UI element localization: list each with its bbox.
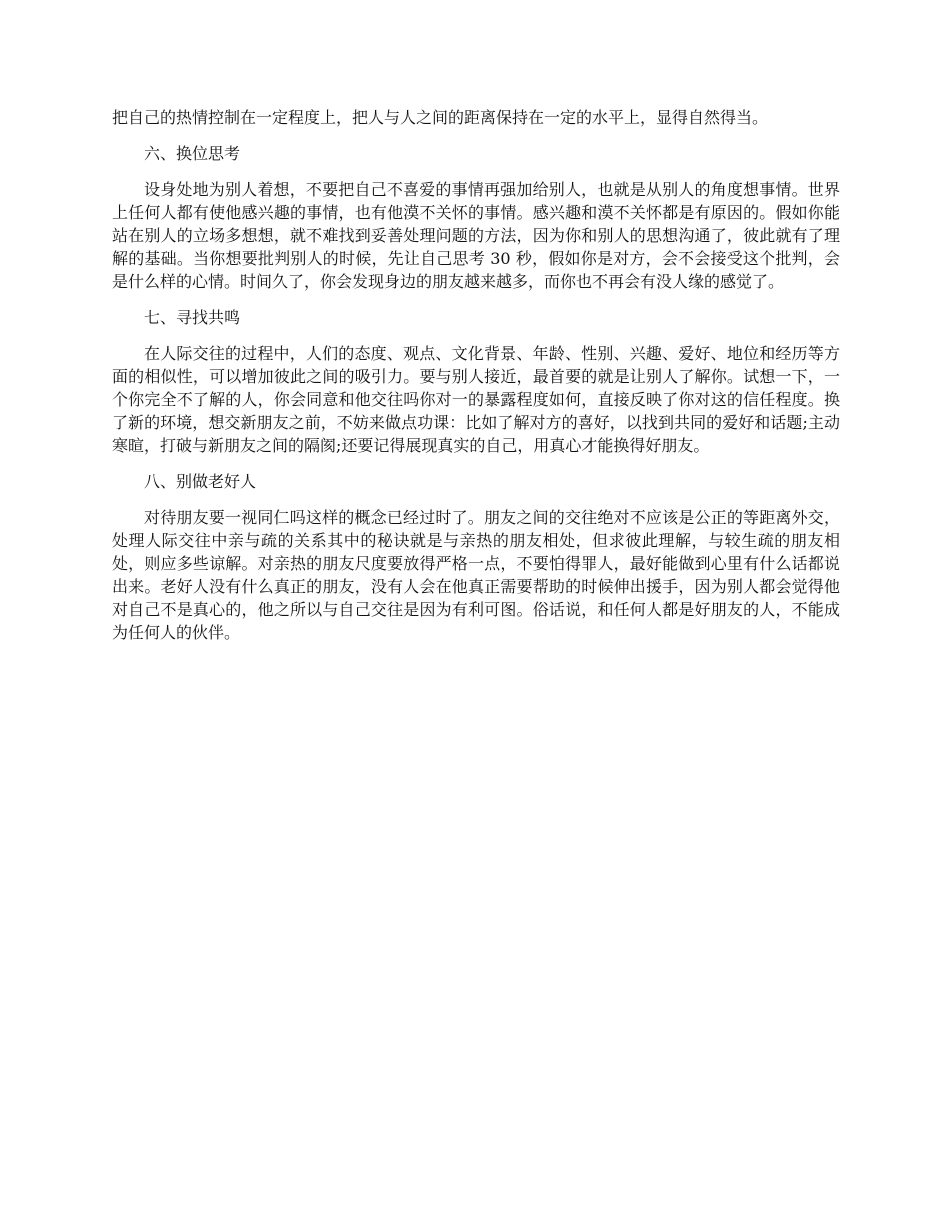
paragraph-section-6: 设身处地为别人着想，不要把自己不喜爱的事情再强加给别人，也就是从别人的角度想事情。世界上任何人都有使他感兴趣的事情，也有他漠不关怀的事情。感兴趣和漠不关怀都是有原因的。假如你能站在别人的立场多想想，就不难找到妥善处理问题的方法，因为你和别人的思想沟通了，彼此就有了理解的基础。当你想要批判别人的时候，先让自己思考 30 秒，假如你是对方，会不会接受这个批判，会是什么样的心情。时间久了，你会发现身边的朋友越来越多，而你也不再会有没人缘的感觉了。: [112, 180, 840, 291]
paragraph-intro: 把自己的热情控制在一定程度上，把人与人之间的距离保持在一定的水平上，显得自然得当。: [112, 108, 769, 127]
section-heading-6: 六、换位思考: [144, 144, 241, 163]
section-heading-8: 八、别做老好人: [144, 472, 257, 491]
section-heading-7: 七、寻找共鸣: [144, 308, 241, 327]
paragraph-section-8: 对待朋友要一视同仁吗这样的概念已经过时了。朋友之间的交往绝对不应该是公正的等距离外交，处理人际交往中亲与疏的关系其中的秘诀就是与亲热的朋友相处，但求彼此理解，与较生疏的朋友相处，则应多些谅解。对亲热的朋友尺度要放得严格一点，不要怕得罪人，最好能做到心里有什么话都说出来。老好人没有什么真正的朋友，没有人会在他真正需要帮助的时候伸出援手，因为别人都会觉得他对自己不是真心的，他之所以与自己交往是因为有利可图。俗话说，和任何人都是好朋友的人，不能成为任何人的伙伴。: [112, 508, 840, 642]
document-page: [112, 106, 840, 657]
paragraph-section-7: 在人际交往的过程中，人们的态度、观点、文化背景、年龄、性别、兴趣、爱好、地位和经历等方面的相似性，可以增加彼此之间的吸引力。要与别人接近，最首要的就是让别人了解你。试想一下，一个你完全不了解的人，你会同意和他交往吗你对一的暴露程度如何，直接反映了你对这的信任程度。换了新的环境，想交新朋友之前，不妨来做点功课：比如了解对方的喜好，以找到共同的爱好和话题;主动寒暄，打破与新朋友之间的隔阂;还要记得展现真实的自己，用真心才能换得好朋友。: [112, 344, 840, 455]
